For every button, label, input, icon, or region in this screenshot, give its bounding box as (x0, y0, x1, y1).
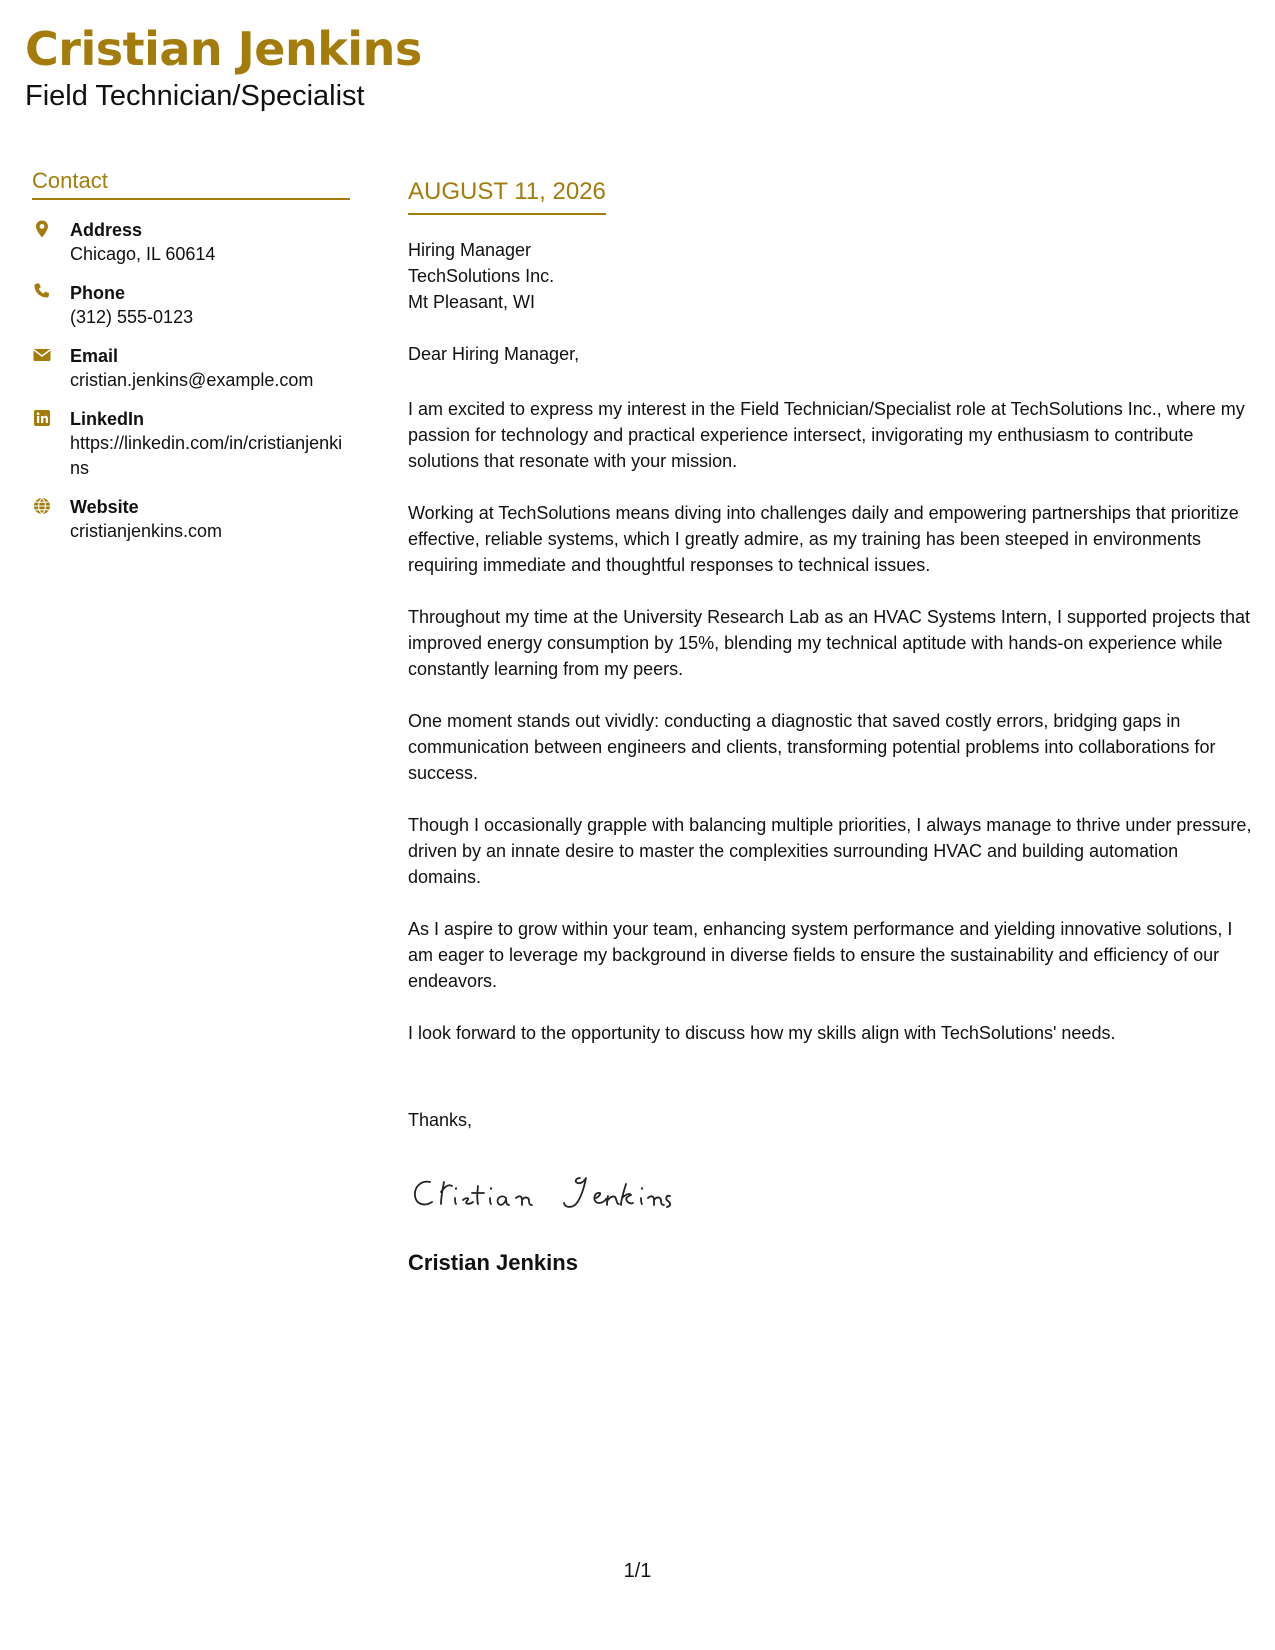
body-paragraph-6: As I aspire to grow within your team, enhancing system performance and yielding innovative solutions, I am eager to leverage my background in diverse fields to ensure the sustainability and efficiency of our endeavors. (408, 919, 1233, 991)
body-paragraph-1: I am excited to express my interest in the Field Technician/Specialist role at TechSolutions Inc., where my passion for technology and practical experience intersect, invigorating my enthusiasm to contribute solutions that resonate with your mission. (408, 399, 1245, 471)
email-value[interactable]: cristian.jenkins@example.com (70, 370, 314, 390)
contact-item-email (32, 344, 352, 393)
phone-icon (32, 282, 52, 302)
salutation: Dear Hiring Manager, (408, 344, 580, 364)
contact-item-linkedin (32, 407, 352, 481)
linkedin-value[interactable]: https://linkedin.com/in/cristianjenkins (70, 433, 343, 478)
letter-date: AUGUST 11, 2026 (408, 178, 606, 215)
recipient-title: Hiring Manager (408, 240, 532, 260)
body-paragraph-2: Working at TechSolutions means diving into challenges daily and empowering partnerships that prioritize effective, reliable systems, which I greatly admire, as my training has been steeped in environments requiring immediate and thoughtful responses to technical issues. (408, 503, 1239, 575)
email-label: Email (70, 346, 119, 366)
contact-item-website (32, 495, 352, 544)
signer-name: Cristian Jenkins (408, 1250, 578, 1275)
website-value[interactable]: cristianjenkins.com (70, 521, 223, 541)
body-paragraph-7: I look forward to the opportunity to discuss how my skills align with TechSolutions' needs. (408, 1023, 1116, 1043)
recipient-location: Mt Pleasant, WI (408, 292, 536, 312)
applicant-role: Field Technician/Specialist (25, 80, 365, 112)
globe-icon (32, 496, 52, 516)
handwritten-signature (408, 1160, 678, 1220)
map-pin-icon (32, 219, 52, 239)
closing: Thanks, (408, 1110, 473, 1130)
linkedin-label: LinkedIn (70, 409, 145, 429)
linkedin-icon (32, 408, 52, 428)
website-label: Website (70, 497, 139, 517)
address-value: Chicago, IL 60614 (70, 244, 216, 264)
phone-label: Phone (70, 283, 126, 303)
phone-value[interactable]: (312) 555-0123 (70, 307, 194, 327)
contact-item-phone (32, 281, 352, 330)
body-paragraph-4: One moment stands out vividly: conducting a diagnostic that saved costly errors, bridging gaps in communication between engineers and clients, transforming potential problems into collaborations for success. (408, 711, 1216, 783)
page-number: 1/1 (623, 1560, 652, 1582)
applicant-name: Cristian Jenkins (25, 22, 422, 76)
contact-list (32, 218, 352, 558)
recipient-company: TechSolutions Inc. (408, 266, 555, 286)
contact-section-title: Contact (32, 168, 350, 200)
recipient-block (408, 237, 554, 315)
body-paragraph-3: Throughout my time at the University Research Lab as an HVAC Systems Intern, I supported projects that improved energy consumption by 15%, blending my technical aptitude with hands-on experience while constantly learning from my peers. (408, 607, 1251, 679)
letter-body (408, 396, 1253, 1072)
contact-item-address (32, 218, 352, 267)
email-icon (32, 345, 52, 365)
address-label: Address (70, 220, 143, 240)
body-paragraph-5: Though I occasionally grapple with balancing multiple priorities, I always manage to thrive under pressure, driven by an innate desire to master the complexities surrounding HVAC and building automation domains. (408, 815, 1252, 887)
